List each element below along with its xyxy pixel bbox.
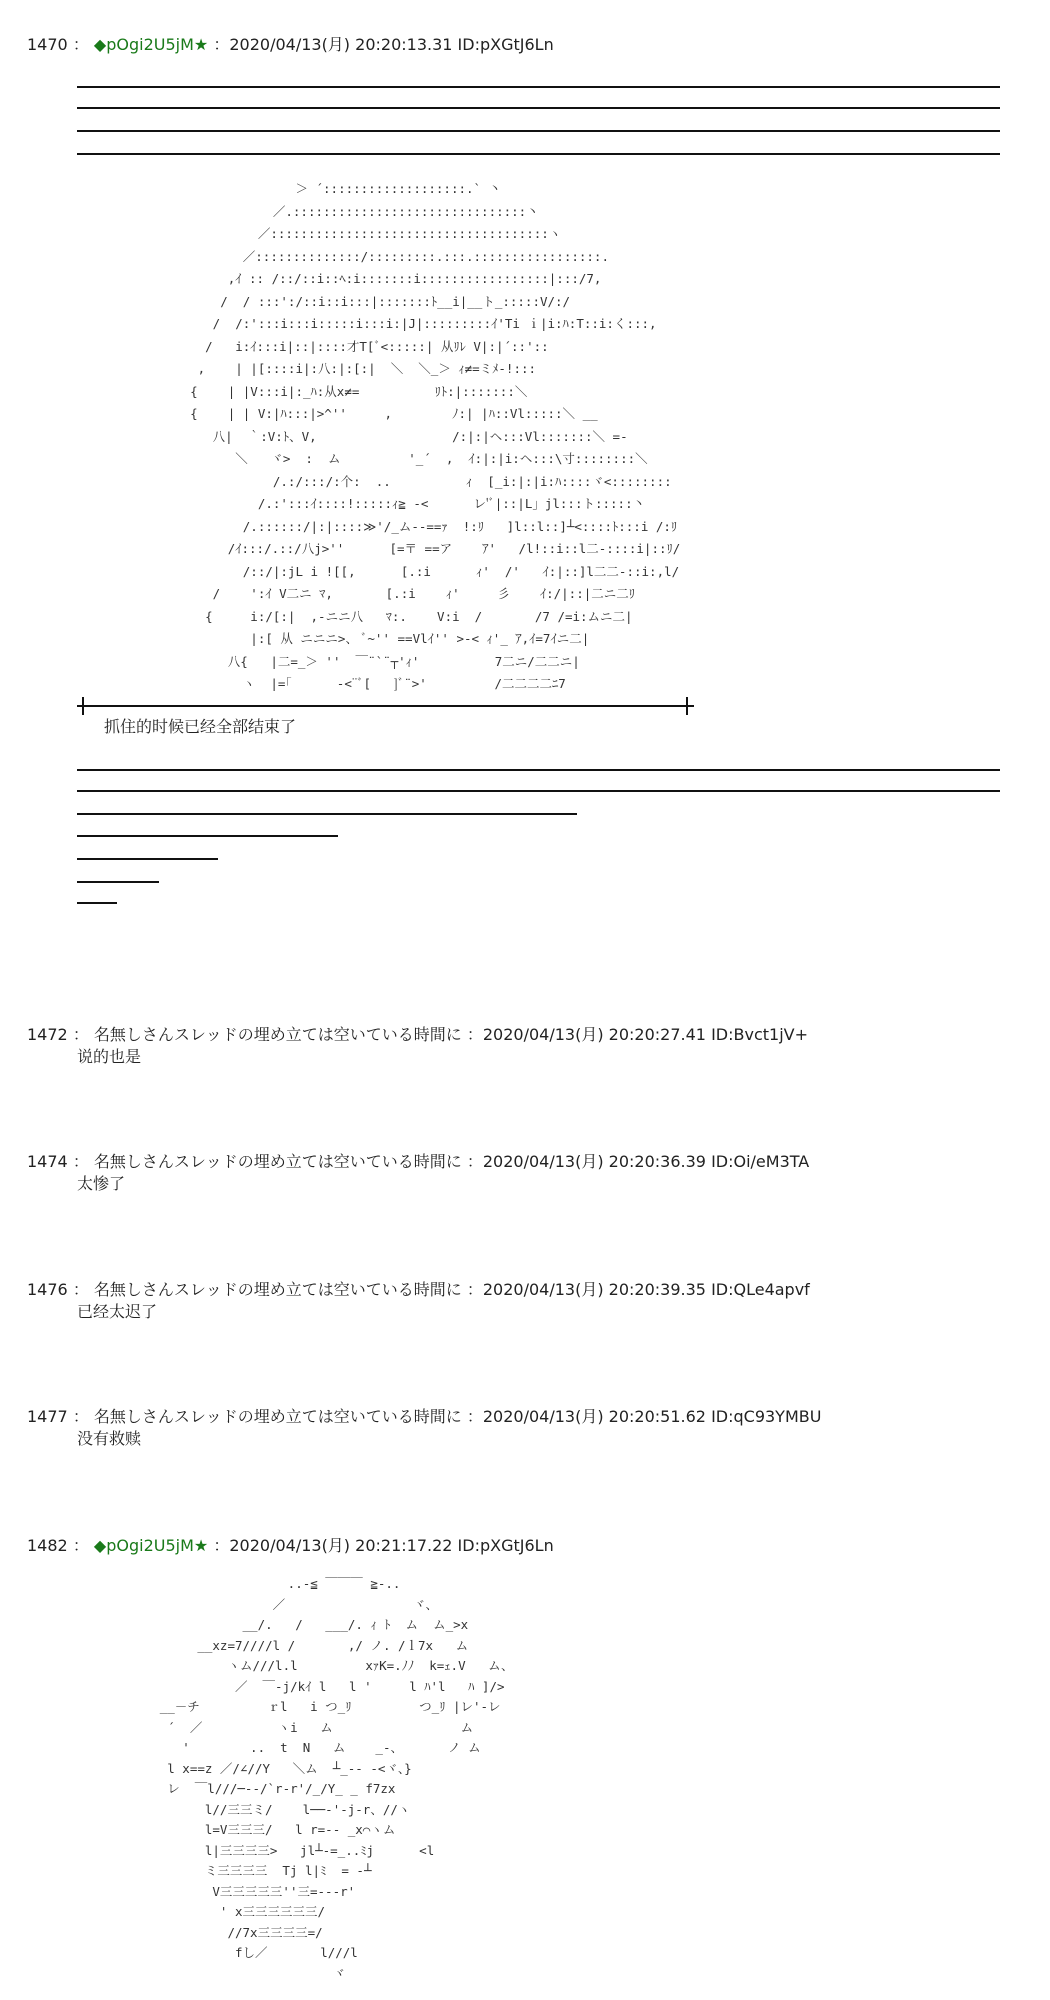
poster-name: 名無しさんスレッドの埋め立ては空いている時間に bbox=[93, 1025, 462, 1044]
post-id[interactable]: ID:QLe4apvf bbox=[711, 1280, 810, 1299]
ascii-art-illustration: ＞ ´:::::::::::::::::::.` 丶 ／.:::::::::::::::::::::::::::::::丶 ／:::::::::::::::::::::::::::::::::::::ヽ ／::::::::::::::/:::::::::.:::.:::::::::::::::::. ,ｲ :: /::/::i::ﾍ:i:::::::i:::::::::::::::::|:::/7, / / :::':/::i::i:::|:::::::ﾄ__i|__ト_:::::V/:/ / /:':::i:::i:::::i:::i:|J|:::::::::ｲ'Ti ｉ|i:ﾊ:T::i:く:::, / i:ｲ:::i|::|::::才T[ﾞ<:::::| 从ﾘﾚ V|:|´::':: , | |[::::i|:八:|:[:| ＼ ＼_＞ ｨ≠=ミﾒ-!::: { | |V:::i|:_ﾊ:从x≠= ﾘﾄ:|:::::::＼ { | | V:|ﾊ:::|>^'' , ﾉ:| |ﾊ::Vl:::::＼ __ 八| ｀:V:ﾄ、V, /:|:|ヘ:::Vl:::::::＼ =- ＼ ヾ> : ム '_´ , ｲ:|:|i:ヘ:::\寸::::::::＼ /.:/:::/:个: .. ｨ [_i:|:|i:ﾊ::::ヾ<:::::::: /.:':::ｲ::::!:::::ｨ≧ -< レ'ﾞ|::|L」jl:::ト:::::丶 /.::::::/|:|::::≫'/_ム-‐==ｧ !:ﾘ ]l::l::]┴<::::ﾄ:::i /:ﾘ /ｲ:::/.::/八j>'' [=〒 ==ア ｱ' /l!::i::l二-::::i|::ﾘ/ /::/|:jL i ![[, [.:i ｨ' /' ｲ:|::]l二二-::i:,l/ / ':ｲ V二ニ ﾏ, [.:i ｨ' 彡 ｲ:/|::|二ニ二ﾘ { i:/[:| ,-ニニ八 ﾏ:. V:i / /7 /=i:ムニ二| |:[ 从 ニニニ>、 ﾞ~'' ==Vlｲ'' >-< ｨ'_ ｱ,ｲ=7ｲニ二| 八{ |二=_＞ '' ￣¨`¨┬'ｨ' 7二ニ/二二ニ| ヽ |=｢ ‐<¨ﾞ[ ]ﾞ¨>' /二二二二ﾆ7 bbox=[190, 181, 681, 691]
post-number: 1477 bbox=[27, 1407, 68, 1426]
post-header bbox=[27, 1152, 809, 1172]
timeline-end-tick bbox=[686, 697, 688, 715]
divider-line bbox=[77, 813, 577, 815]
post-caption: 抓住的时候已经全部结束了 bbox=[104, 717, 297, 736]
post-number: 1470 bbox=[27, 35, 68, 54]
post-date: ：2020/04/13(月) 20:20:36.39 bbox=[466, 1152, 706, 1171]
timeline-bar bbox=[77, 705, 694, 707]
timeline-start-tick bbox=[82, 697, 84, 715]
separator: ： bbox=[72, 1280, 89, 1299]
post-number: 1474 bbox=[27, 1152, 68, 1171]
post-id[interactable]: ID:pXGtJ6Ln bbox=[457, 1536, 554, 1555]
divider-line bbox=[77, 902, 117, 904]
post-header bbox=[27, 1536, 554, 1556]
divider-line bbox=[77, 835, 338, 837]
divider-line bbox=[77, 769, 1000, 771]
post-date: ：2020/04/13(月) 20:20:39.35 bbox=[466, 1280, 706, 1299]
poster-name: 名無しさんスレッドの埋め立ては空いている時間に bbox=[93, 1407, 462, 1426]
post-date: ：2020/04/13(月) 20:20:27.41 bbox=[466, 1025, 706, 1044]
divider-line bbox=[77, 107, 1000, 109]
divider-line bbox=[77, 858, 218, 860]
separator: ： bbox=[72, 1025, 89, 1044]
post-date: ：2020/04/13(月) 20:21:17.22 bbox=[213, 1536, 453, 1555]
post-header bbox=[27, 1025, 808, 1045]
separator: ： bbox=[72, 1407, 89, 1426]
post-body: 说的也是 bbox=[77, 1047, 142, 1066]
post-number: 1482 bbox=[27, 1536, 68, 1555]
post-number: 1472 bbox=[27, 1025, 68, 1044]
post-body: 太惨了 bbox=[77, 1174, 126, 1193]
separator: ： bbox=[72, 1152, 89, 1171]
separator: ： bbox=[72, 35, 89, 54]
post-header bbox=[27, 1280, 810, 1300]
post-date: ：2020/04/13(月) 20:20:13.31 bbox=[213, 35, 453, 54]
poster-name: 名無しさんスレッドの埋め立ては空いている時間に bbox=[93, 1280, 462, 1299]
post-date: ：2020/04/13(月) 20:20:51.62 bbox=[466, 1407, 706, 1426]
poster-name: 名無しさんスレッドの埋め立ては空いている時間に bbox=[93, 1152, 462, 1171]
post-header bbox=[27, 1407, 821, 1427]
ascii-art-illustration: ..-≦ ￣￣￣ ≧-.. ／ ヾ、 __/. / ___/. ｨ ﾄ ム ム_>x __xz=7////l / ,/ ノ. /ｌ7x ム ヽム///l.l xｧK=.ﾉﾉ k=ｪ.V ム、 ／ ￣‐j/kｲ l l ' l ﾊ'l ﾊ ]/> __－チ ｒl i つ_ﾘ つ_ﾘ |レ'-レ ´ ／ ヽi ム ム ' .. t N ム _-、 ノ ム l x==z ／/∠//Y ＼ム ┴_-- ‐<ヾ、} レ ￣l///─--/`r-r'/_/Y_ _ f7zx l//三三ミ/ l──-'-j-r、//ヽ l=V三三三/ l r=-- _x⌒ヽム l|三三三三> jl┴-=_..ﾐj <l ミ三三三三 Tj l|ﾐ = -┴ V三三三三三''三=---r' ' x三三三三三三/ //7x三三三三=/ fし／ l///l ヾ bbox=[159, 1576, 514, 1981]
separator: ： bbox=[72, 1536, 89, 1555]
post-header bbox=[27, 35, 554, 55]
post-id[interactable]: ID:qC93YMBU bbox=[711, 1407, 822, 1426]
post-id[interactable]: ID:Bvct1jV+ bbox=[711, 1025, 808, 1044]
divider-line bbox=[77, 86, 1000, 88]
divider-line bbox=[77, 130, 1000, 132]
divider-line bbox=[77, 153, 1000, 155]
divider-line bbox=[77, 790, 1000, 792]
divider-line bbox=[77, 881, 159, 883]
tripcode-link[interactable]: ◆pOgi2U5jM★ bbox=[93, 1536, 209, 1555]
post-id[interactable]: ID:pXGtJ6Ln bbox=[457, 35, 554, 54]
tripcode-link[interactable]: ◆pOgi2U5jM★ bbox=[93, 35, 209, 54]
post-body: 没有救赎 bbox=[77, 1429, 142, 1448]
post-body: 已经太迟了 bbox=[77, 1302, 158, 1321]
post-number: 1476 bbox=[27, 1280, 68, 1299]
post-id[interactable]: ID:Oi/eM3TA bbox=[711, 1152, 810, 1171]
